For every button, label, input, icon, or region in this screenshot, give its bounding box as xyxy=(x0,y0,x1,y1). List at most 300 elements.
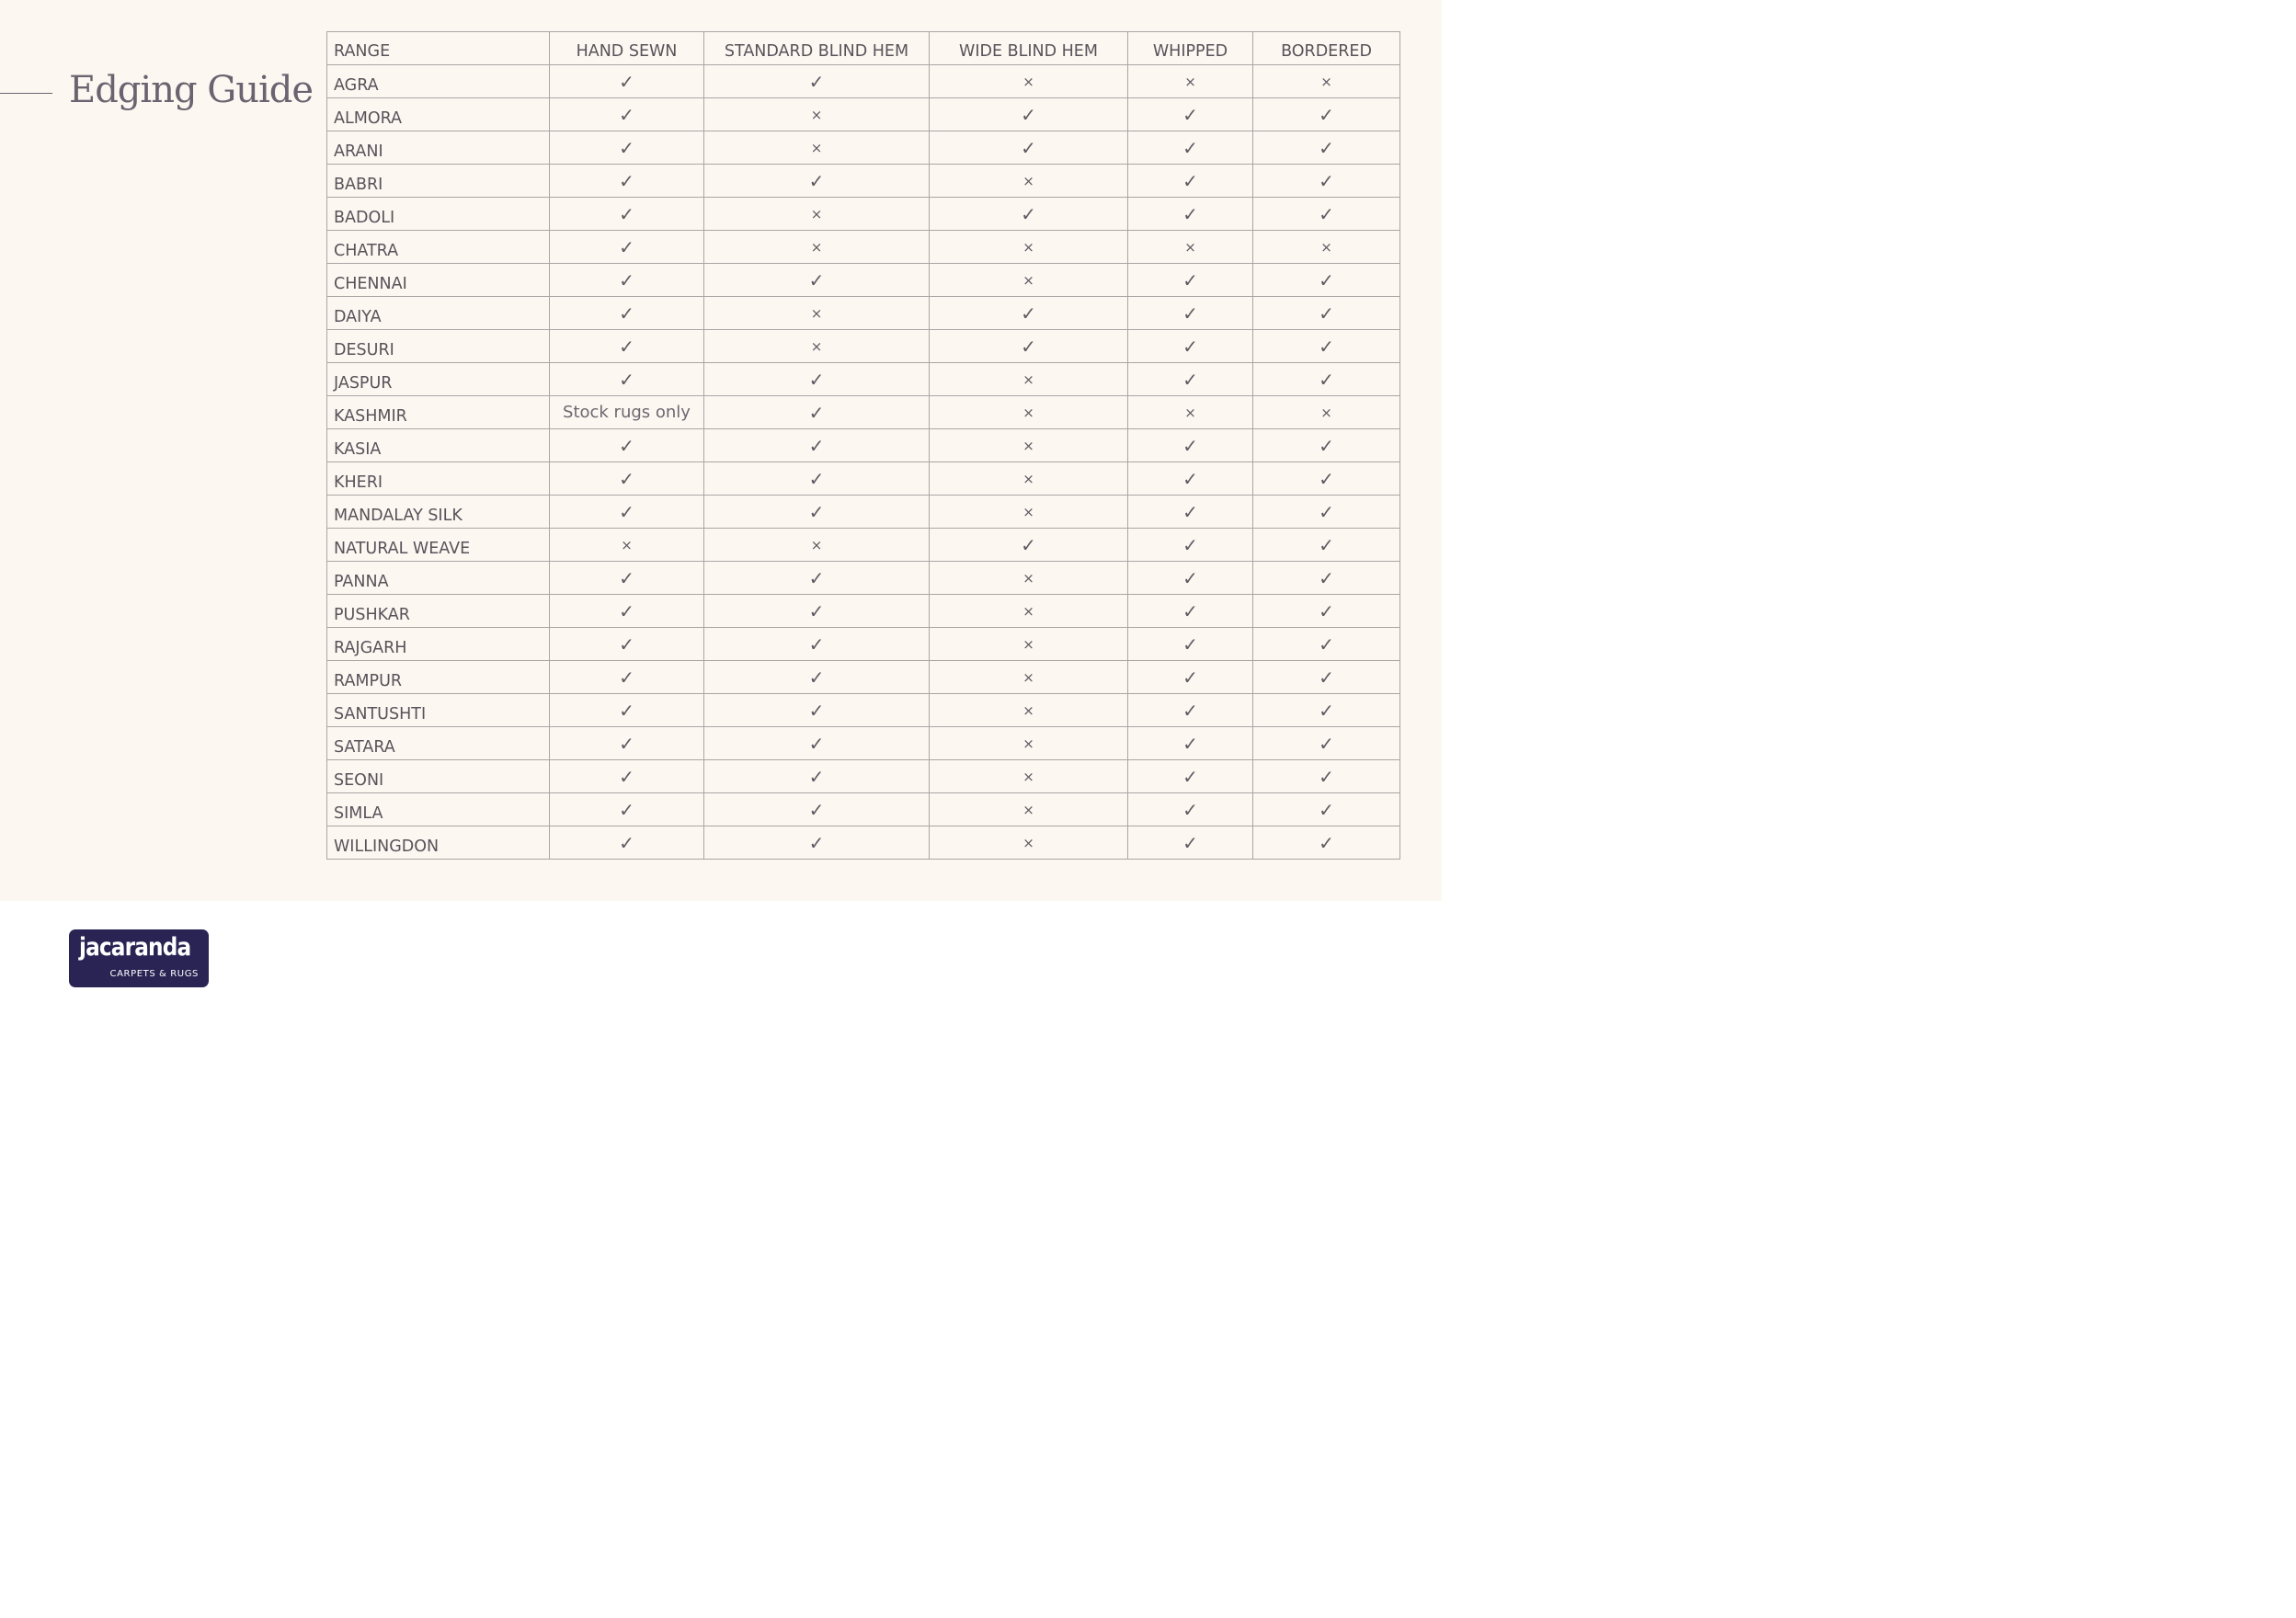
check-icon: ✓ xyxy=(1319,765,1334,788)
cell-hand-sewn xyxy=(550,793,704,826)
cell-hand-sewn xyxy=(550,727,704,760)
cell-whipped xyxy=(1128,363,1253,396)
cell-standard-blind-hem xyxy=(704,98,930,131)
check-icon: ✓ xyxy=(808,268,825,291)
cross-icon: × xyxy=(1320,404,1332,421)
cell-whipped xyxy=(1128,131,1253,165)
check-icon: ✓ xyxy=(619,136,634,159)
cell-bordered xyxy=(1253,429,1400,462)
check-icon: ✓ xyxy=(808,831,825,854)
cross-icon: × xyxy=(1184,73,1196,90)
cell-bordered xyxy=(1253,562,1400,595)
table-row xyxy=(327,760,1400,793)
check-icon: ✓ xyxy=(808,368,825,391)
cell-standard-blind-hem xyxy=(704,231,930,264)
cell-standard-blind-hem xyxy=(704,264,930,297)
check-icon: ✓ xyxy=(1182,368,1198,391)
check-icon: ✓ xyxy=(1319,103,1334,126)
cross-icon: × xyxy=(810,139,823,156)
cell-whipped xyxy=(1128,694,1253,727)
header-range: RANGE xyxy=(327,32,550,65)
cell-whipped xyxy=(1128,793,1253,826)
cross-icon: × xyxy=(1022,404,1034,421)
range-name: WILLINGDON xyxy=(327,826,550,860)
check-icon: ✓ xyxy=(1021,335,1036,358)
check-icon: ✓ xyxy=(1182,302,1198,325)
table-row xyxy=(327,363,1400,396)
check-icon: ✓ xyxy=(619,500,634,523)
check-icon: ✓ xyxy=(619,302,634,325)
cell-hand-sewn xyxy=(550,562,704,595)
cell-wide-blind-hem xyxy=(930,396,1128,429)
cell-hand-sewn xyxy=(550,462,704,496)
cell-hand-sewn xyxy=(550,826,704,860)
table-row xyxy=(327,264,1400,297)
cell-hand-sewn xyxy=(550,165,704,198)
check-icon: ✓ xyxy=(1319,831,1334,854)
cell-hand-sewn xyxy=(550,396,704,429)
cell-whipped xyxy=(1128,429,1253,462)
cell-bordered xyxy=(1253,694,1400,727)
cell-hand-sewn xyxy=(550,330,704,363)
cell-bordered xyxy=(1253,826,1400,860)
cell-whipped xyxy=(1128,496,1253,529)
check-icon: ✓ xyxy=(808,798,825,821)
cross-icon: × xyxy=(621,536,633,553)
check-icon: ✓ xyxy=(1182,169,1198,192)
cell-hand-sewn xyxy=(550,529,704,562)
check-icon: ✓ xyxy=(808,434,825,457)
cell-bordered xyxy=(1253,496,1400,529)
range-name: BADOLI xyxy=(327,198,550,231)
cell-wide-blind-hem xyxy=(930,727,1128,760)
cross-icon: × xyxy=(1022,668,1034,686)
cell-bordered xyxy=(1253,65,1400,98)
table-row xyxy=(327,595,1400,628)
range-name: MANDALAY SILK xyxy=(327,496,550,529)
cell-bordered xyxy=(1253,264,1400,297)
cross-icon: × xyxy=(810,304,823,322)
cell-whipped xyxy=(1128,297,1253,330)
check-icon: ✓ xyxy=(1182,434,1198,457)
cell-bordered xyxy=(1253,363,1400,396)
cell-hand-sewn xyxy=(550,628,704,661)
check-icon: ✓ xyxy=(1319,202,1334,225)
logo-wordmark: jacaranda xyxy=(79,933,191,962)
check-icon: ✓ xyxy=(619,335,634,358)
range-name: BABRI xyxy=(327,165,550,198)
check-icon: ✓ xyxy=(619,202,634,225)
page-title: Edging Guide xyxy=(69,69,314,111)
cell-bordered xyxy=(1253,396,1400,429)
cell-wide-blind-hem xyxy=(930,330,1128,363)
range-name: SEONI xyxy=(327,760,550,793)
check-icon: ✓ xyxy=(1319,500,1334,523)
cell-bordered xyxy=(1253,727,1400,760)
check-icon: ✓ xyxy=(808,401,825,424)
range-name: CHATRA xyxy=(327,231,550,264)
range-name: DAIYA xyxy=(327,297,550,330)
check-icon: ✓ xyxy=(1021,202,1036,225)
cross-icon: × xyxy=(810,238,823,256)
table-row xyxy=(327,330,1400,363)
cell-wide-blind-hem xyxy=(930,661,1128,694)
cell-bordered xyxy=(1253,628,1400,661)
range-name: RAMPUR xyxy=(327,661,550,694)
check-icon: ✓ xyxy=(1182,335,1198,358)
cell-standard-blind-hem xyxy=(704,760,930,793)
cell-hand-sewn xyxy=(550,595,704,628)
cell-whipped xyxy=(1128,264,1253,297)
range-name: KASIA xyxy=(327,429,550,462)
header-hand-sewn: HAND SEWN xyxy=(550,32,704,65)
cross-icon: × xyxy=(1320,73,1332,90)
cross-icon: × xyxy=(1022,503,1034,520)
cell-wide-blind-hem xyxy=(930,98,1128,131)
check-icon: ✓ xyxy=(1182,599,1198,622)
check-icon: ✓ xyxy=(808,169,825,192)
cell-wide-blind-hem xyxy=(930,496,1128,529)
range-name: AGRA xyxy=(327,65,550,98)
cell-bordered xyxy=(1253,462,1400,496)
table-row xyxy=(327,727,1400,760)
cell-whipped xyxy=(1128,727,1253,760)
table-row xyxy=(327,694,1400,727)
check-icon: ✓ xyxy=(1182,798,1198,821)
check-icon: ✓ xyxy=(1319,268,1334,291)
cell-standard-blind-hem xyxy=(704,330,930,363)
cell-wide-blind-hem xyxy=(930,793,1128,826)
check-icon: ✓ xyxy=(619,699,634,722)
range-name: NATURAL WEAVE xyxy=(327,529,550,562)
table-row xyxy=(327,165,1400,198)
check-icon: ✓ xyxy=(1319,136,1334,159)
cell-bordered xyxy=(1253,760,1400,793)
cross-icon: × xyxy=(1022,238,1034,256)
check-icon: ✓ xyxy=(619,666,634,689)
check-icon: ✓ xyxy=(619,103,634,126)
table-row xyxy=(327,231,1400,264)
check-icon: ✓ xyxy=(1021,533,1036,556)
check-icon: ✓ xyxy=(1182,467,1198,490)
cell-whipped xyxy=(1128,529,1253,562)
range-name: RAJGARH xyxy=(327,628,550,661)
check-icon: ✓ xyxy=(619,632,634,655)
cell-whipped xyxy=(1128,826,1253,860)
check-icon: ✓ xyxy=(1182,632,1198,655)
cross-icon: × xyxy=(1184,238,1196,256)
cell-hand-sewn xyxy=(550,363,704,396)
cell-bordered xyxy=(1253,793,1400,826)
check-icon: ✓ xyxy=(1319,699,1334,722)
cross-icon: × xyxy=(1022,569,1034,587)
check-icon: ✓ xyxy=(1319,566,1334,589)
table-row xyxy=(327,661,1400,694)
cell-wide-blind-hem xyxy=(930,595,1128,628)
check-icon: ✓ xyxy=(1182,831,1198,854)
check-icon: ✓ xyxy=(808,632,825,655)
check-icon: ✓ xyxy=(1319,434,1334,457)
check-icon: ✓ xyxy=(808,566,825,589)
range-name: ARANI xyxy=(327,131,550,165)
check-icon: ✓ xyxy=(1021,136,1036,159)
check-icon: ✓ xyxy=(1182,699,1198,722)
cell-hand-sewn xyxy=(550,297,704,330)
cell-hand-sewn xyxy=(550,496,704,529)
cell-standard-blind-hem xyxy=(704,65,930,98)
cell-standard-blind-hem xyxy=(704,462,930,496)
cross-icon: × xyxy=(1022,701,1034,719)
cell-hand-sewn xyxy=(550,429,704,462)
cell-whipped xyxy=(1128,231,1253,264)
cell-standard-blind-hem xyxy=(704,595,930,628)
check-icon: ✓ xyxy=(619,732,634,755)
header-standard-blind-hem: STANDARD BLIND HEM xyxy=(704,32,930,65)
range-name: PUSHKAR xyxy=(327,595,550,628)
range-name: KASHMIR xyxy=(327,396,550,429)
range-name: CHENNAI xyxy=(327,264,550,297)
check-icon: ✓ xyxy=(1319,798,1334,821)
cell-standard-blind-hem xyxy=(704,165,930,198)
cell-standard-blind-hem xyxy=(704,396,930,429)
cell-whipped xyxy=(1128,65,1253,98)
cell-whipped xyxy=(1128,562,1253,595)
cell-bordered xyxy=(1253,165,1400,198)
check-icon: ✓ xyxy=(619,798,634,821)
cell-standard-blind-hem xyxy=(704,628,930,661)
range-name: ALMORA xyxy=(327,98,550,131)
check-icon: ✓ xyxy=(1182,202,1198,225)
check-icon: ✓ xyxy=(619,599,634,622)
cross-icon: × xyxy=(1022,73,1034,90)
edging-table xyxy=(326,31,1400,860)
cross-icon: × xyxy=(810,205,823,222)
cell-standard-blind-hem xyxy=(704,562,930,595)
cell-bordered xyxy=(1253,198,1400,231)
check-icon: ✓ xyxy=(619,566,634,589)
cell-wide-blind-hem xyxy=(930,562,1128,595)
check-icon: ✓ xyxy=(1319,302,1334,325)
check-icon: ✓ xyxy=(619,235,634,258)
check-icon: ✓ xyxy=(808,70,825,93)
check-icon: ✓ xyxy=(619,70,634,93)
check-icon: ✓ xyxy=(1319,467,1334,490)
check-icon: ✓ xyxy=(619,169,634,192)
table-row xyxy=(327,131,1400,165)
cell-wide-blind-hem xyxy=(930,297,1128,330)
table-row xyxy=(327,297,1400,330)
table-row xyxy=(327,529,1400,562)
check-icon: ✓ xyxy=(808,699,825,722)
check-icon: ✓ xyxy=(1021,302,1036,325)
check-icon: ✓ xyxy=(1182,566,1198,589)
cell-standard-blind-hem xyxy=(704,198,930,231)
table-body xyxy=(327,65,1400,860)
cross-icon: × xyxy=(1184,404,1196,421)
cell-wide-blind-hem xyxy=(930,529,1128,562)
check-icon: ✓ xyxy=(619,831,634,854)
table-row xyxy=(327,496,1400,529)
cell-bordered xyxy=(1253,98,1400,131)
cross-icon: × xyxy=(810,536,823,553)
check-icon: ✓ xyxy=(808,765,825,788)
check-icon: ✓ xyxy=(808,500,825,523)
cell-standard-blind-hem xyxy=(704,661,930,694)
check-icon: ✓ xyxy=(1182,765,1198,788)
check-icon: ✓ xyxy=(808,599,825,622)
range-name: KHERI xyxy=(327,462,550,496)
cross-icon: × xyxy=(1022,635,1034,653)
check-icon: ✓ xyxy=(1182,666,1198,689)
check-icon: ✓ xyxy=(619,467,634,490)
check-icon: ✓ xyxy=(1319,335,1334,358)
cross-icon: × xyxy=(810,337,823,355)
cell-hand-sewn xyxy=(550,661,704,694)
check-icon: ✓ xyxy=(1182,268,1198,291)
cross-icon: × xyxy=(1022,735,1034,752)
cell-whipped xyxy=(1128,198,1253,231)
cell-bordered xyxy=(1253,231,1400,264)
cross-icon: × xyxy=(1320,238,1332,256)
cross-icon: × xyxy=(810,106,823,123)
cell-whipped xyxy=(1128,462,1253,496)
cell-wide-blind-hem xyxy=(930,165,1128,198)
check-icon: ✓ xyxy=(1182,103,1198,126)
range-name: SIMLA xyxy=(327,793,550,826)
cell-hand-sewn xyxy=(550,694,704,727)
title-rule xyxy=(0,93,52,94)
cross-icon: × xyxy=(1022,602,1034,620)
header-bordered: BORDERED xyxy=(1253,32,1400,65)
check-icon: ✓ xyxy=(1021,103,1036,126)
cell-hand-sewn xyxy=(550,198,704,231)
table-row xyxy=(327,793,1400,826)
check-icon: ✓ xyxy=(808,467,825,490)
check-icon: ✓ xyxy=(1182,136,1198,159)
cell-note: Stock rugs only xyxy=(563,403,691,422)
table-row xyxy=(327,98,1400,131)
cell-standard-blind-hem xyxy=(704,826,930,860)
cross-icon: × xyxy=(1022,801,1034,818)
check-icon: ✓ xyxy=(1319,533,1334,556)
cell-whipped xyxy=(1128,330,1253,363)
check-icon: ✓ xyxy=(1319,368,1334,391)
table-row xyxy=(327,65,1400,98)
cross-icon: × xyxy=(1022,271,1034,289)
cell-wide-blind-hem xyxy=(930,694,1128,727)
cell-standard-blind-hem xyxy=(704,727,930,760)
cross-icon: × xyxy=(1022,370,1034,388)
cell-wide-blind-hem xyxy=(930,198,1128,231)
cell-whipped xyxy=(1128,98,1253,131)
cell-whipped xyxy=(1128,760,1253,793)
cell-standard-blind-hem xyxy=(704,297,930,330)
check-icon: ✓ xyxy=(1319,599,1334,622)
logo-tagline: CARPETS & RUGS xyxy=(109,969,199,979)
cell-hand-sewn xyxy=(550,98,704,131)
cell-hand-sewn xyxy=(550,65,704,98)
header-wide-blind-hem: WIDE BLIND HEM xyxy=(930,32,1128,65)
jacaranda-logo xyxy=(69,929,209,987)
cell-standard-blind-hem xyxy=(704,793,930,826)
check-icon: ✓ xyxy=(619,268,634,291)
cell-whipped xyxy=(1128,628,1253,661)
cell-wide-blind-hem xyxy=(930,65,1128,98)
check-icon: ✓ xyxy=(619,765,634,788)
cell-hand-sewn xyxy=(550,231,704,264)
table-row xyxy=(327,562,1400,595)
cell-hand-sewn xyxy=(550,264,704,297)
cell-standard-blind-hem xyxy=(704,429,930,462)
table-row xyxy=(327,826,1400,860)
cross-icon: × xyxy=(1022,470,1034,487)
table-row xyxy=(327,462,1400,496)
cell-hand-sewn xyxy=(550,131,704,165)
cell-wide-blind-hem xyxy=(930,628,1128,661)
check-icon: ✓ xyxy=(1182,500,1198,523)
cell-wide-blind-hem xyxy=(930,231,1128,264)
cell-whipped xyxy=(1128,396,1253,429)
cell-bordered xyxy=(1253,529,1400,562)
check-icon: ✓ xyxy=(1182,533,1198,556)
check-icon: ✓ xyxy=(1319,632,1334,655)
range-name: SATARA xyxy=(327,727,550,760)
table-row xyxy=(327,396,1400,429)
header-whipped: WHIPPED xyxy=(1128,32,1253,65)
cross-icon: × xyxy=(1022,834,1034,851)
table-row xyxy=(327,429,1400,462)
check-icon: ✓ xyxy=(1182,732,1198,755)
cross-icon: × xyxy=(1022,172,1034,189)
cross-icon: × xyxy=(1022,768,1034,785)
cell-bordered xyxy=(1253,131,1400,165)
cell-whipped xyxy=(1128,661,1253,694)
range-name: PANNA xyxy=(327,562,550,595)
cell-bordered xyxy=(1253,595,1400,628)
cell-wide-blind-hem xyxy=(930,429,1128,462)
cell-wide-blind-hem xyxy=(930,264,1128,297)
check-icon: ✓ xyxy=(1319,169,1334,192)
cell-standard-blind-hem xyxy=(704,363,930,396)
check-icon: ✓ xyxy=(1319,666,1334,689)
table-row xyxy=(327,198,1400,231)
cell-wide-blind-hem xyxy=(930,131,1128,165)
range-name: JASPUR xyxy=(327,363,550,396)
check-icon: ✓ xyxy=(808,666,825,689)
table-row xyxy=(327,628,1400,661)
range-name: DESURI xyxy=(327,330,550,363)
cell-standard-blind-hem xyxy=(704,694,930,727)
cell-whipped xyxy=(1128,595,1253,628)
range-name: SANTUSHTI xyxy=(327,694,550,727)
cell-bordered xyxy=(1253,297,1400,330)
cell-wide-blind-hem xyxy=(930,760,1128,793)
table-header-row xyxy=(327,32,1400,65)
cell-hand-sewn xyxy=(550,760,704,793)
cell-wide-blind-hem xyxy=(930,363,1128,396)
check-icon: ✓ xyxy=(619,368,634,391)
cell-standard-blind-hem xyxy=(704,529,930,562)
cell-whipped xyxy=(1128,165,1253,198)
cell-wide-blind-hem xyxy=(930,462,1128,496)
check-icon: ✓ xyxy=(808,732,825,755)
cross-icon: × xyxy=(1022,437,1034,454)
cell-bordered xyxy=(1253,330,1400,363)
cell-bordered xyxy=(1253,661,1400,694)
check-icon: ✓ xyxy=(619,434,634,457)
cell-standard-blind-hem xyxy=(704,131,930,165)
cell-standard-blind-hem xyxy=(704,496,930,529)
